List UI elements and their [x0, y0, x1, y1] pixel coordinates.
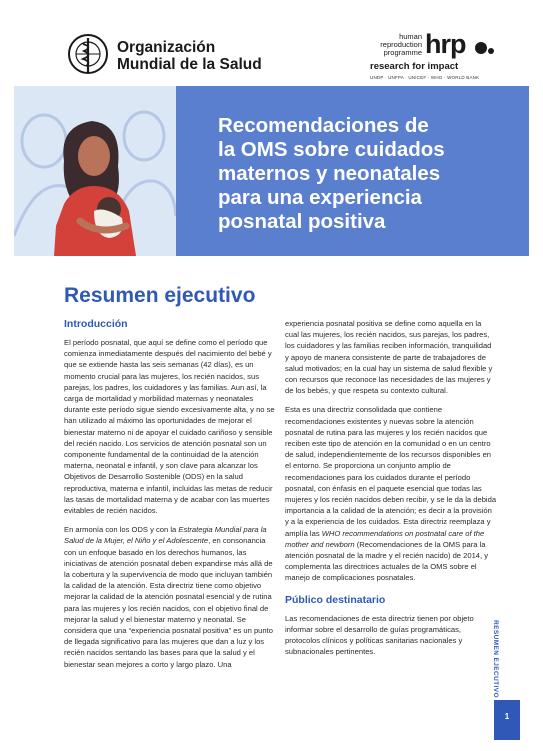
- cover-banner: [14, 86, 529, 256]
- side-section-label: RESUMEN EJECUTIVO: [492, 620, 499, 698]
- intro-p2-text-b: , en consonancia con un enfoque basado en los derechos humanos, las iniciativas de atención posnatal deben expandirse más allá de la cobertura y la supervivencia de modo que incluyan también la calidad de la atención. Esta directriz tiene como objetivo mejorar la calidad de la atención posnatal esencial y de rutina para las mujeres y los recién nacidos, con el objetivo final de mejorar la salud y el bienestar materno y neonatal. Se considera que una “experiencia posnatal positiva” es un punto de llegada significativo para las mujeres que dan a luz y los recién nacidos sentando las bases para que la salud y el bienestar sean mejores a corto y largo plazo. Una: [64, 536, 273, 669]
- hrp-logo: [370, 29, 520, 85]
- section-title: Resumen ejecutivo: [64, 284, 256, 307]
- hrp-line-3: programme: [383, 48, 422, 57]
- page-number: 1: [504, 712, 510, 721]
- title-line-5: posnatal positiva: [218, 210, 386, 233]
- audience-paragraph: Las recomendaciones de esta directriz tienen por objeto informar sobre el desarrollo de guías programáticas, protocolos clínicos y políticas sanitarias nacionales y subnacionales pertinentes.: [285, 613, 474, 657]
- page-number-tab: [494, 700, 520, 740]
- hrp-small-text: [370, 33, 422, 57]
- org-line-1: Organización: [117, 39, 216, 56]
- right-paragraph-1: experiencia posnatal positiva se define como aquella en la cual las mujeres, los recién nacidos, sus parejas, los padres, los cuidadores y las familias reciben información, tranquilidad y apoyo de manera consistente de parte de trabajadores de salud motivados; en la cual hay un sistema de salud flexible y con recursos que reconoce las necesidades de las mujeres y de los bebés, y que respeta su contexto cultural.: [285, 319, 493, 396]
- hrp-tagline: research for impact: [370, 61, 459, 72]
- title-line-2: la OMS sobre cuidados: [218, 138, 445, 161]
- who-emblem-icon: [66, 32, 110, 76]
- right-column: [285, 318, 497, 665]
- audience-heading: Público destinatario: [285, 593, 386, 606]
- mother-and-baby-illustration: [14, 86, 176, 256]
- intro-paragraph-2: [64, 524, 276, 670]
- intro-p2-italic: Estrategia Mundial para la Salud de la Mujer, el Niño y el Adolescente: [64, 525, 267, 546]
- org-line-2: Mundial de la Salud: [117, 56, 262, 73]
- hrp-wordmark: hrp: [425, 29, 466, 59]
- banner-title: [218, 114, 518, 234]
- intro-paragraph-1: El período posnatal, que aquí se define como el período que comienza inmediatamente después del nacimiento del bebé y que se extiende hasta las seis semanas (42 días), es un momento crucial para las mujeres, los recién nacidos, sus parejas, los padres, los cuidadores y las familias. Aun así, la carga de mortalidad y morbilidad maternas y neonatales durante este período sigue siendo excesivamente alta, y no se han utilizado al máximo las oportunidades de mejorar el bienestar materno ni de apoyar el cuidado cariñoso y sensible del recién nacido. Los servicios de atención posnatal son un componente fundamental de la continuidad de la atención materna, neonatal e infantil, y son clave para alcanzar los Objetivos de Desarrollo Sostenible (ODS) en la salud reproductiva, materna e infantil, incluidas las metas de reducir las tasas de mortalidad materna y de acabar con las muertes evitables de recién nacidos.: [64, 338, 275, 516]
- left-column: [64, 318, 276, 678]
- right-p2-text-b: (Recomendaciones de la OMS para la atención posnatal de la madre y el recién nacido) de 2014, y complementa las directrices actuales de la OMS sobre el manejo de complicaciones posnatales.: [285, 539, 489, 583]
- who-org-name: [117, 39, 262, 73]
- hrp-dots-icon: [474, 35, 496, 57]
- document-page: [14, 0, 529, 751]
- intro-p2-text-a: En armonía con los ODS y con la: [64, 525, 179, 535]
- banner-title-panel: [176, 86, 529, 256]
- right-p2-text-a: Esta es una directriz consolidada que contiene recomendaciones existentes y nuevas sobre la atención posnatal de rutina para las mujeres y los recién nacidos que reciben este tipo de atención en la comunidad o en un centro de salud, independientemente de los recursos disponibles en el entorno. Se proporciona un conjunto amplio de recomendaciones para los cuidados durante el período posnatal, con énfasis en el paquete esencial que todas las mujeres y los recién nacidos deben recibir, y se le da la debida importancia a la calidad de la atención; es decir a la provisión y a la experiencia de los cuidados. Esta directriz reemplaza y amplía las: [285, 405, 497, 538]
- hrp-partners: UNDP · UNFPA · UNICEF · WHO · WORLD BANK: [370, 75, 480, 80]
- introduction-heading: Introducción: [64, 318, 128, 330]
- hrp-line-2: reproduction: [380, 40, 422, 49]
- right-paragraph-2: [285, 404, 497, 583]
- title-line-1: Recomendaciones de: [218, 114, 429, 137]
- hrp-line-1: human: [399, 32, 422, 41]
- title-line-4: para una experiencia: [218, 186, 422, 209]
- header: [14, 8, 529, 86]
- right-p2-italic: WHO recommendations on postnatal care of the mother and newborn: [285, 528, 485, 549]
- title-line-3: maternos y neonatales: [218, 162, 441, 185]
